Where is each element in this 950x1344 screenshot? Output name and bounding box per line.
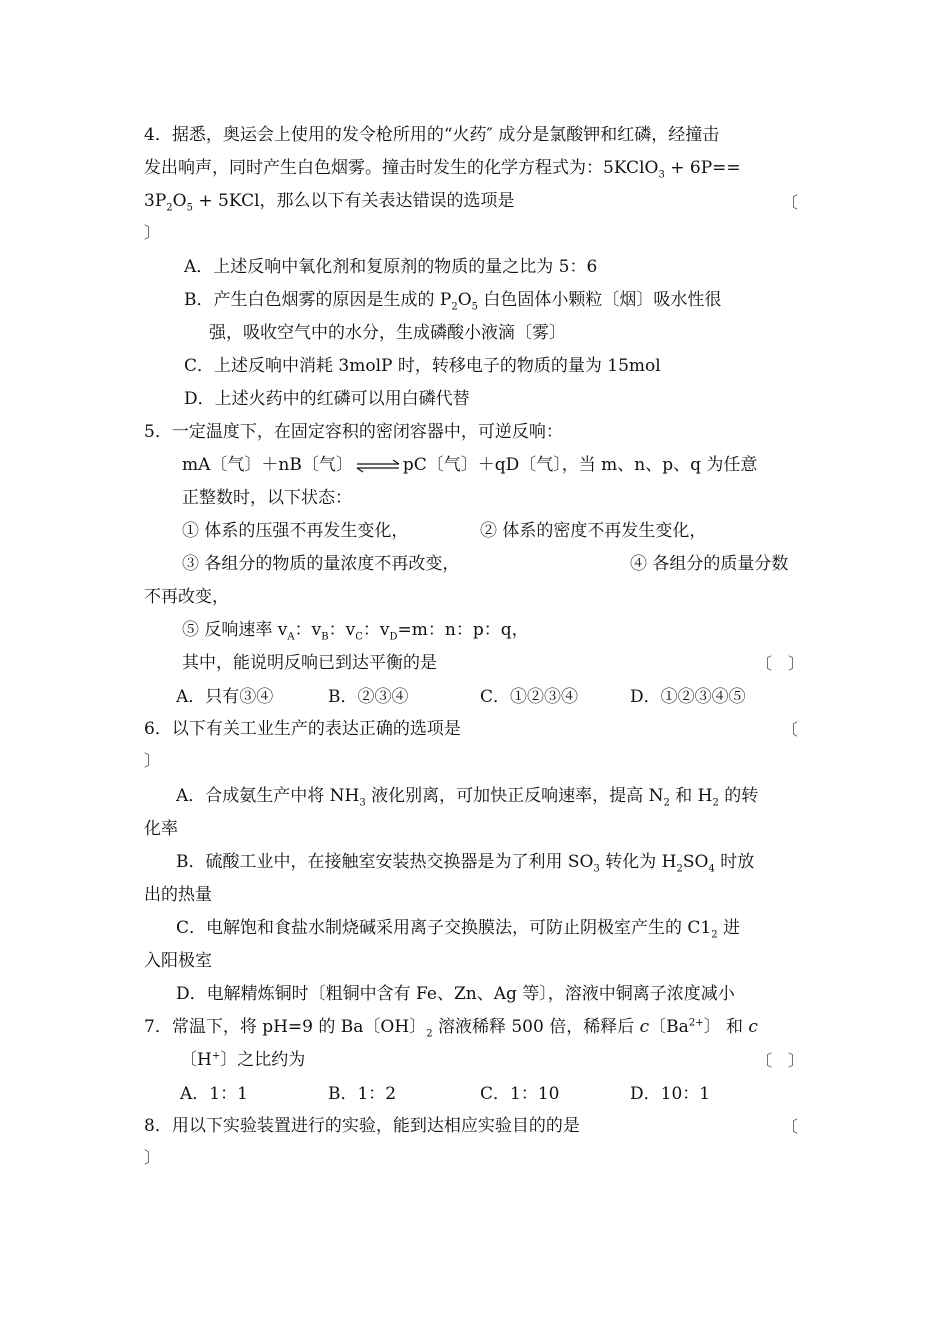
q5-state-5 (182, 619, 529, 641)
q4-answer-bracket-close: 〕 (144, 223, 161, 242)
q7-text: 〕之比约为 (220, 1050, 306, 1070)
q5-text: ：v (362, 620, 390, 640)
q4-line-3 (144, 190, 515, 212)
q6-answer-bracket-open: 〔 (782, 720, 799, 739)
superscript: 2+ (688, 1017, 704, 1029)
q4-line-2 (144, 157, 741, 179)
q6-text: 转化为 H (599, 852, 677, 872)
q6-option-c-cont: 入阳极室 (144, 951, 212, 971)
q6-text: 时放 (714, 852, 755, 872)
subscript: 2 (451, 301, 458, 313)
q6-text: 进 (717, 918, 741, 938)
subscript: 2 (426, 1028, 433, 1040)
subscript: 5 (186, 202, 193, 214)
q5-state-4-cont: 不再改变， (144, 587, 229, 607)
q7-text: 溶液稀释 500 倍，稀释后 (432, 1017, 640, 1037)
q7-line-2 (180, 1049, 305, 1071)
subscript: 4 (708, 863, 715, 875)
q6-option-c (176, 917, 740, 939)
q7-line-1 (144, 1016, 758, 1038)
q7-text: c (639, 1017, 650, 1037)
q5-state-3: ③ 各组分的物质的量浓度不再改变， (182, 554, 460, 574)
q4-option-a: A．上述反响中氧化剂和复原剂的物质的量之比为 5：6 (184, 257, 598, 277)
q5-text: ：v (328, 620, 356, 640)
q5-line-2 (182, 454, 757, 476)
q6-text: C．电解饱和食盐水制烧碱采用离子交换膜法，可防止阴极室产生的 C1 (176, 918, 712, 938)
subscript: 5 (471, 301, 479, 313)
q5-text: ：v (294, 620, 322, 640)
q6-option-b-cont: 出的热量 (144, 885, 212, 905)
q6-text: A．合成氨生产中将 NH (176, 786, 360, 806)
subscript: 3 (658, 169, 665, 181)
q5-option-b: B．②③④ (328, 687, 409, 707)
q4-text: B．产生白色烟雾的原因是生成的 P (184, 290, 452, 310)
q5-text: mA〔气〕＋nB〔气〕 (182, 455, 353, 475)
subscript: 2 (166, 202, 173, 214)
q5-option-a: A．只有③④ (176, 687, 274, 707)
subscript: 2 (711, 929, 718, 941)
q6-text: SO (682, 852, 709, 872)
q4-text: + 6P== (664, 158, 741, 178)
q4-text: 4．据悉，奥运会上使用的发令枪所用的“火药″ 成分是氯酸钾和红磷，经撞击 (144, 125, 720, 145)
q4-answer-bracket-open: 〔 (782, 193, 799, 212)
q5-line-1: 5．一定温度下，在固定容积的密闭容器中，可逆反响： (144, 422, 563, 442)
q8-answer-bracket-close: 〕 (144, 1148, 161, 1167)
q7-option-c: C．1：10 (480, 1084, 560, 1104)
subscript: B (321, 631, 329, 643)
subscript: 3 (593, 863, 600, 875)
q6-option-d: D．电解精炼铜时〔粗铜中含有 Fe、Zn、Ag 等〕，溶液中铜离子浓度减小 (176, 984, 735, 1004)
q6-option-a-cont: 化率 (144, 819, 178, 839)
superscript: + (211, 1050, 221, 1062)
q7-answer-bracket: 〔 〕 (756, 1051, 805, 1070)
q5-answer-bracket: 〔 〕 (756, 654, 805, 673)
q5-text: =m：n：p：q， (397, 620, 529, 640)
q5-option-d: D．①②③④⑤ (630, 687, 746, 707)
q7-text: 〕 和 (703, 1017, 749, 1037)
q7-option-b: B．1：2 (328, 1084, 397, 1104)
q5-state-1: ① 体系的压强不再发生变化， (182, 521, 409, 541)
q6-text: 液化别离，可加快正反响速率，提高 N (365, 786, 664, 806)
q5-state-2: ② 体系的密度不再发生变化， (480, 521, 707, 541)
q6-answer-bracket-close: 〕 (144, 751, 161, 770)
q5-line-3: 正整数时，以下状态： (182, 488, 352, 508)
subscript: 2 (712, 797, 719, 809)
q4-text: O (457, 290, 472, 310)
q8-line-1: 8．用以下实验装置进行的实验，能到达相应实验目的的是 (144, 1116, 580, 1136)
q4-option-b (184, 289, 721, 311)
subscript: 2 (676, 863, 683, 875)
q4-text: + 5KCl，那么以下有关表达错误的选项是 (192, 191, 515, 211)
q5-option-c: C．①②③④ (480, 687, 579, 707)
q4-option-b-cont: 强，吸收空气中的水分，生成磷酸小液滴〔雾〕 (209, 323, 566, 343)
q7-text: 〔H (180, 1050, 212, 1070)
q4-line-1 (144, 124, 719, 146)
q4-text: 白色固体小颗粒〔烟〕吸水性很 (478, 290, 722, 310)
q7-option-a: A．1：1 (180, 1084, 248, 1104)
subscript: 3 (359, 797, 366, 809)
q4-option-d: D．上述火药中的红磷可以用白磷代替 (184, 389, 470, 409)
reversible-arrow-icon (355, 459, 401, 473)
q4-text: O (172, 191, 187, 211)
q6-text: 和 H (669, 786, 713, 806)
q5-stem: 其中，能说明反响已到达平衡的是 (182, 653, 437, 673)
q7-text: 〔Ba (649, 1017, 689, 1037)
q4-text: 发出响声，同时产生白色烟雾。撞击时发生的化学方程式为：5KClO (144, 158, 659, 178)
q6-option-a (176, 785, 758, 807)
q4-option-c: C．上述反响中消耗 3molP 时，转移电子的物质的量为 15mol (184, 356, 661, 376)
q5-text: ⑤ 反响速率 v (182, 620, 288, 640)
q7-text: 7．常温下，将 pH=9 的 Ba〔OH〕 (144, 1017, 427, 1037)
q6-option-b (176, 851, 754, 873)
q7-option-d: D．10：1 (630, 1084, 711, 1104)
q6-text: 的转 (718, 786, 759, 806)
q5-text: pC〔气〕＋qD〔气〕，当 m、n、p、q 为任意 (402, 455, 758, 475)
subscript: A (287, 631, 295, 643)
q8-answer-bracket-open: 〔 (782, 1117, 799, 1136)
subscript: C (355, 631, 363, 643)
subscript: 2 (663, 797, 670, 809)
subscript: D (389, 631, 398, 643)
q5-state-4: ④ 各组分的质量分数 (630, 554, 789, 574)
q6-line-1: 6．以下有关工业生产的表达正确的选项是 (144, 719, 461, 739)
q7-text: c (748, 1017, 758, 1037)
q4-text: 3P (144, 191, 167, 211)
q6-text: B．硫酸工业中，在接触室安装热交换器是为了利用 SO (176, 852, 594, 872)
